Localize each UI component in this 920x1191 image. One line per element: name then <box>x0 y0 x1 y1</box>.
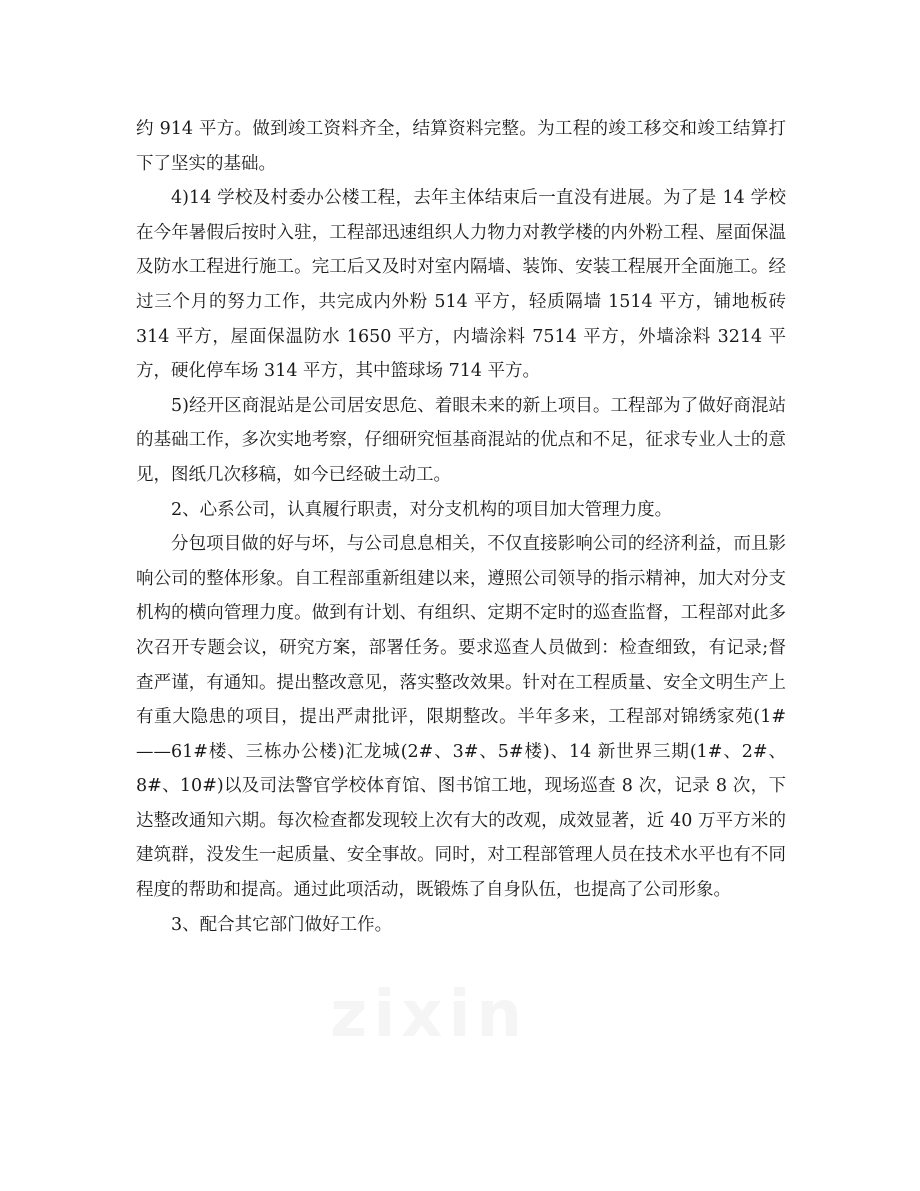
paragraph-4-heading: 2、心系公司，认真履行职责，对分支机构的项目加大管理力度。 <box>171 499 673 520</box>
paragraph-6-heading: 3、配合其它部门做好工作。 <box>171 914 393 935</box>
watermark-logo: zixin <box>330 978 528 1052</box>
paragraph-3: 5)经开区商混站是公司居安思危、着眼未来的新上项目。工程部为了做好商混站的基础工作，多次实地考察，仔细研究恒基商混站的优点和不足，征求专业人士的意见，图纸几次移稿，如今已经破土动工。 <box>136 395 786 485</box>
paragraph-5: 分包项目做的好与坏，与公司息息相关，不仅直接影响公司的经济利益，而且影响公司的整体形象。自工程部重新组建以来，遵照公司领导的指示精神，加大对分支机构的横向管理力度。做到有计划、有组织、定期不定时的巡查监督，工程部对此多次召开专题会议，研究方案，部署任务。要求巡查人员做到：检查细致，有记录;督查严谨，有通知。提出整改意见，落实整改效果。针对在工程质量、安全文明生产上有重大隐患的项目，提出严肃批评，限期整改。半年多来，工程部对锦绣家苑(1#——61#楼、三栋办公楼)汇龙城(2#、3#、5#楼)、14 新世界三期(1#、2#、8#、10#)以及司法警官学校体育馆、图书馆工地，现场巡查 8 次，记录 8 次，下达整改通知六期。每次检查都发现较上次有大的改观，成效显著，近 40 万平方米的建筑群，没发生一起质量、安全事故。同时，对工程部管理人员在技术水平也有不同程度的帮助和提高。通过此项活动，既锻炼了自身队伍，也提高了公司形象。 <box>136 534 786 901</box>
paragraph-1: 约 914 平方。做到竣工资料齐全，结算资料完整。为工程的竣工移交和竣工结算打下了坚实的基础。 <box>136 119 786 174</box>
document-body <box>136 112 786 942</box>
paragraph-2: 4)14 学校及村委办公楼工程，去年主体结束后一直没有进展。为了是 14 学校在今年暑假后按时入驻，工程部迅速组织人力物力对教学楼的内外粉工程、屋面保温及防水工程进行施工。完工后又及时对室内隔墙、装饰、安装工程展开全面施工。经过三个月的努力工作，共完成内外粉 514 平方，轻质隔墙 1514 平方，铺地板砖 314 平方，屋面保温防水 1650 平方，内墙涂料 7514 平方，外墙涂料 3214 平方，硬化停车场 314 平方，其中篮球场 714 平方。 <box>136 188 786 382</box>
